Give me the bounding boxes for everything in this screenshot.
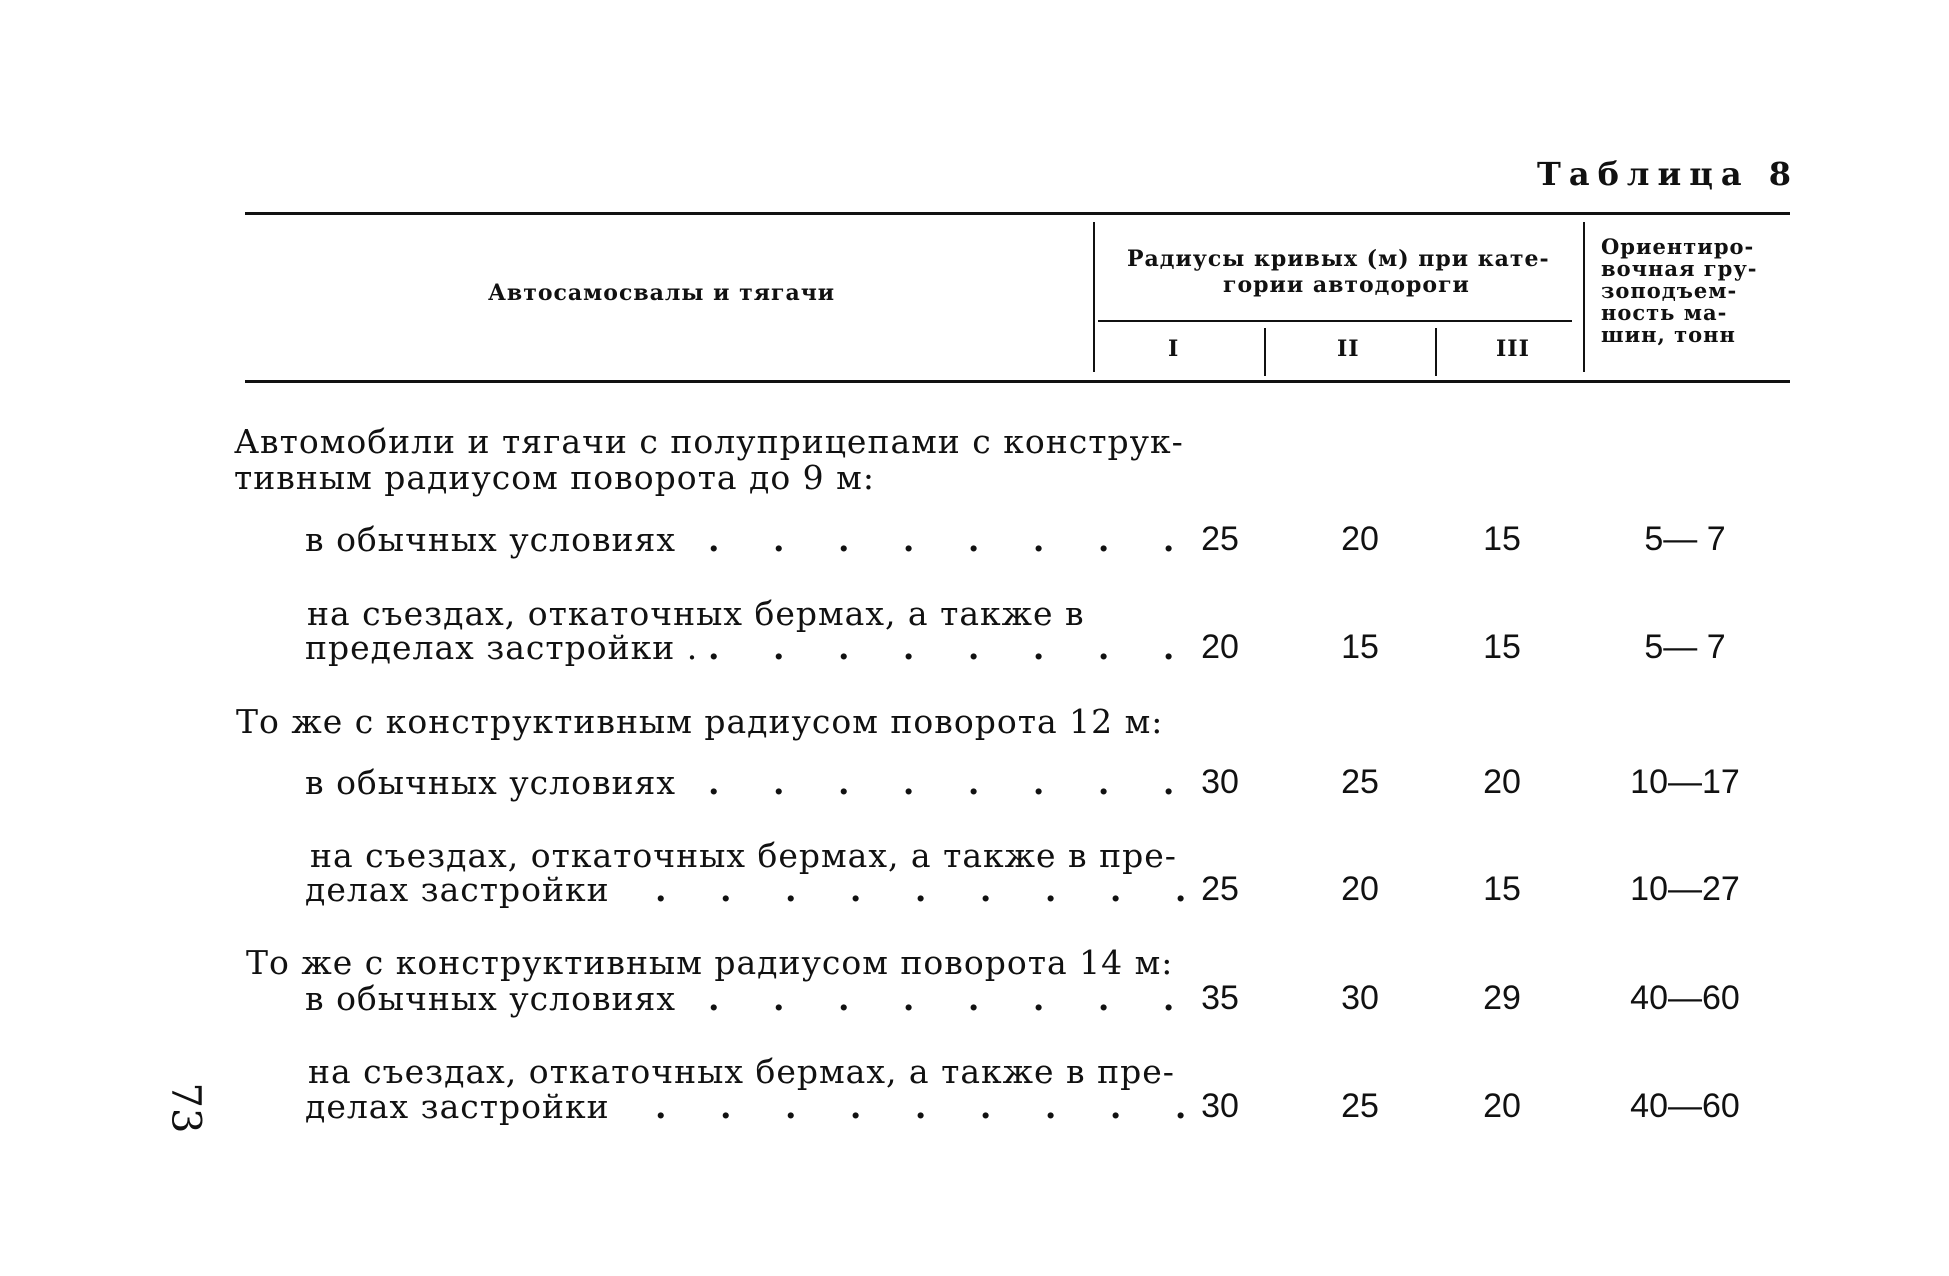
header-capacity bbox=[1601, 236, 1757, 346]
radius-cat3: 20 bbox=[1483, 1087, 1521, 1125]
header-subcol-divider-2 bbox=[1435, 328, 1437, 376]
radius-cat1: 35 bbox=[1201, 979, 1239, 1017]
capacity-value: 5— 7 bbox=[1644, 628, 1726, 666]
radius-cat1: 20 bbox=[1201, 628, 1239, 666]
leader-dots: . . . . . . . . bbox=[708, 763, 1196, 802]
header-subcol-divider-1 bbox=[1264, 328, 1266, 376]
header-bottom-rule bbox=[245, 380, 1790, 383]
header-capacity-line: зоподъем- bbox=[1601, 278, 1738, 303]
row-label: в обычных условиях bbox=[305, 979, 676, 1018]
capacity-value: 5— 7 bbox=[1644, 520, 1726, 558]
row-label: делах застройки bbox=[305, 870, 610, 909]
header-category-1: I bbox=[1168, 336, 1180, 362]
capacity-value: 10—27 bbox=[1630, 870, 1740, 908]
capacity-value: 40—60 bbox=[1630, 1087, 1740, 1125]
section-heading: тивным радиусом поворота до 9 м: bbox=[234, 458, 875, 497]
header-capacity-line: шин, тонн bbox=[1601, 322, 1736, 347]
radius-cat1: 30 bbox=[1201, 1087, 1239, 1125]
header-vehicles: Автосамосвалы и тягачи bbox=[488, 280, 836, 306]
row-label: в обычных условиях bbox=[305, 520, 676, 559]
radius-cat3: 15 bbox=[1483, 520, 1521, 558]
header-capacity-line: Ориентиро- bbox=[1601, 234, 1755, 259]
radius-cat3: 29 bbox=[1483, 979, 1521, 1017]
radius-cat1: 25 bbox=[1201, 520, 1239, 558]
radius-cat2: 25 bbox=[1341, 763, 1379, 801]
radius-cat2: 20 bbox=[1341, 870, 1379, 908]
radius-cat2: 25 bbox=[1341, 1087, 1379, 1125]
header-capacity-line: ность ма- bbox=[1601, 300, 1728, 325]
section-heading: Автомобили и тягачи с полуприцепами с конструк- bbox=[234, 422, 1184, 461]
leader-dots: . . . . . . . . bbox=[708, 520, 1196, 559]
row-label: на съездах, откаточных бермах, а также в пре- bbox=[308, 1052, 1175, 1091]
radius-cat2: 15 bbox=[1341, 628, 1379, 666]
header-subrule bbox=[1098, 320, 1572, 322]
radius-cat3: 15 bbox=[1483, 628, 1521, 666]
header-col-divider-1 bbox=[1093, 222, 1095, 372]
radius-cat3: 20 bbox=[1483, 763, 1521, 801]
row-label: пределах застройки . bbox=[305, 628, 699, 667]
radius-cat2: 20 bbox=[1341, 520, 1379, 558]
capacity-value: 40—60 bbox=[1630, 979, 1740, 1017]
row-label: делах застройки bbox=[305, 1087, 610, 1126]
radius-cat1: 25 bbox=[1201, 870, 1239, 908]
leader-dots: . . . . . . . . bbox=[708, 628, 1196, 667]
section-heading: То же с конструктивным радиусом поворота 12 м: bbox=[236, 702, 1164, 741]
header-capacity-line: вочная гру- bbox=[1601, 256, 1758, 281]
row-label: на съездах, откаточных бермах, а также в пре- bbox=[310, 836, 1177, 875]
header-col-divider-2 bbox=[1583, 222, 1585, 372]
section-heading: То же с конструктивным радиусом поворота 14 м: bbox=[246, 943, 1174, 982]
leader-dots: . . . . . . . . bbox=[708, 979, 1196, 1018]
row-label: в обычных условиях bbox=[305, 763, 676, 802]
page-number: 73 bbox=[162, 1082, 209, 1134]
row-label: на съездах, откаточных бермах, а также в bbox=[307, 594, 1085, 633]
leader-dots: . . . . . . . . . bbox=[655, 870, 1208, 909]
table-title: Таблица 8 bbox=[1537, 155, 1799, 193]
header-top-rule bbox=[245, 212, 1790, 215]
radius-cat3: 15 bbox=[1483, 870, 1521, 908]
radius-cat1: 30 bbox=[1201, 763, 1239, 801]
header-category-2: II bbox=[1337, 336, 1360, 362]
radius-cat2: 30 bbox=[1341, 979, 1379, 1017]
capacity-value: 10—17 bbox=[1630, 763, 1740, 801]
header-radii-line2: гории автодороги bbox=[1223, 272, 1470, 298]
header-radii-line1: Радиусы кривых (м) при кате- bbox=[1127, 246, 1550, 272]
header-category-3: III bbox=[1496, 336, 1530, 362]
leader-dots: . . . . . . . . . bbox=[655, 1087, 1208, 1126]
